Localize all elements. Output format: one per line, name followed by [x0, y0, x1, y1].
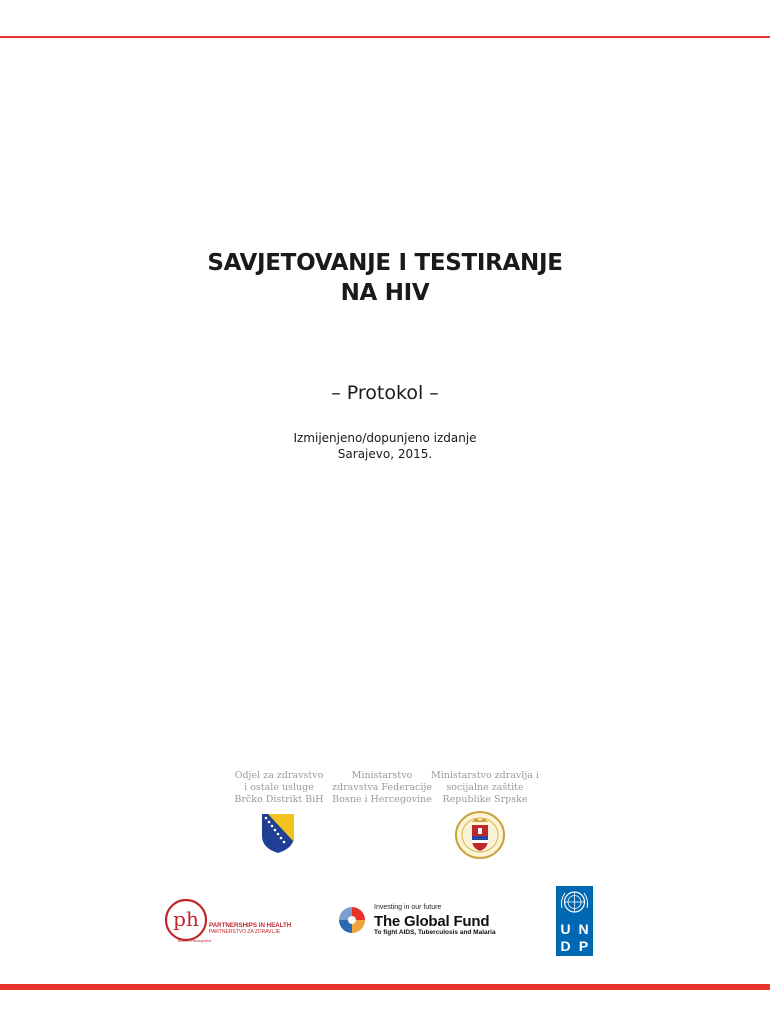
title-line-2: NA HIV — [340, 280, 430, 306]
title-line-1: SAVJETOVANJE I TESTIRANJE — [207, 250, 563, 276]
ph-name-local: PARTNERSTVO ZA ZDRAVLJE — [209, 929, 281, 935]
undp-letter-u: U — [560, 921, 571, 937]
document-subtitle: – Protokol – — [331, 382, 439, 404]
global-fund-swirl-icon — [336, 904, 368, 936]
undp-letter-p: P — [578, 938, 589, 954]
edition-place-year: Sarajevo, 2015. — [337, 447, 433, 461]
rs-coat-of-arms-icon — [452, 808, 508, 860]
partnerships-in-health-logo — [164, 896, 294, 944]
bottom-rule — [0, 984, 770, 990]
gf-name: The Global Fund — [374, 913, 490, 930]
edition-label: Izmijenjeno/dopunjeno izdanje — [293, 431, 477, 445]
gf-tagline: To fight AIDS, Tuberculosis and Malaria — [374, 929, 496, 936]
institution-fbih: Ministarstvo zdravstva Federacije Bosne i Hercegovine — [332, 770, 432, 805]
undp-logo — [556, 886, 593, 956]
undp-letter-n: N — [578, 921, 589, 937]
ph-name: PARTNERSHIPS IN HEALTH — [209, 922, 292, 929]
un-emblem-icon — [556, 886, 593, 920]
institution-rs: Ministarstvo zdravlja i socijalne zaštite Republike Srpske — [431, 770, 539, 805]
document-title — [0, 248, 770, 308]
ph-mark: ph — [173, 907, 199, 931]
global-fund-logo — [336, 900, 506, 940]
gf-small-text: Investing in our future — [374, 904, 442, 911]
edition-info — [0, 430, 770, 462]
ph-country: Bosna i Hercegovina — [178, 939, 212, 943]
top-rule — [0, 36, 770, 38]
bih-coat-of-arms-icon — [260, 812, 296, 854]
institution-brcko: Odjel za zdravstvo i ostale usluge Brčko Distrikt BiH — [234, 770, 324, 805]
undp-letter-d: D — [560, 938, 571, 954]
